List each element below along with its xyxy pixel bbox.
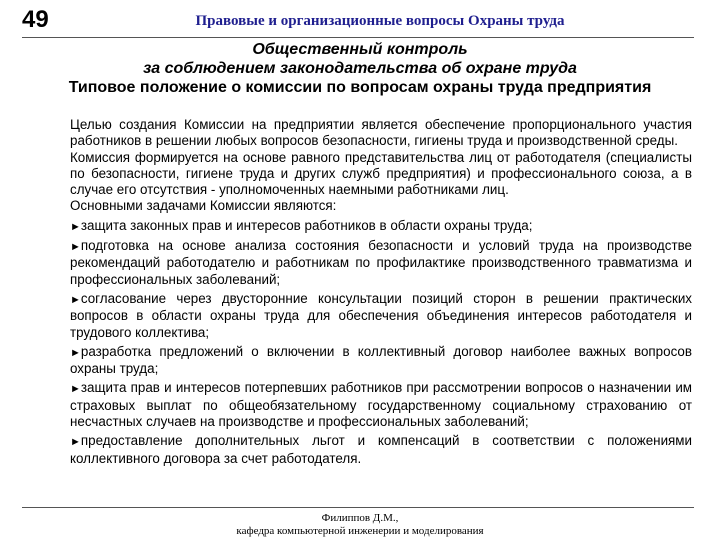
paragraph-goal: Целью создания Комиссии на предприятии является обеспечение пропорционального участия работников в решении любых вопросов безопасности, гигиены труда и производственной среды. — [70, 117, 692, 149]
title-line-3: Типовое положение о комиссии по вопросам охраны труда предприятия — [68, 79, 652, 96]
list-item — [70, 433, 692, 467]
footer-divider — [22, 507, 694, 508]
list-item — [70, 380, 692, 430]
title-line-1: Общественный контроль — [252, 41, 468, 58]
list-item-text: защита законных прав и интересов работников в области охраны труда; — [80, 217, 533, 233]
bullet-icon: ► — [70, 346, 81, 359]
bullet-icon: ► — [70, 220, 81, 233]
bullet-icon: ► — [70, 293, 81, 306]
bullet-icon: ► — [70, 241, 81, 254]
header-title: Правовые и организационные вопросы Охраны труда — [195, 13, 565, 29]
list-item — [70, 238, 692, 288]
header-divider — [22, 37, 694, 38]
slide-number: 49 — [22, 6, 49, 33]
list-item — [70, 291, 692, 341]
footer-author: Филиппов Д.М., — [321, 512, 399, 524]
title-line-2: за соблюдением законодательства об охране труда — [143, 60, 577, 77]
list-item — [70, 344, 692, 378]
bullet-icon: ► — [70, 383, 81, 396]
list-item-text: защита прав и интересов потерпевших работников при рассмотрении вопросов о назначении им страховых выплат по общеобязательному государственному социальному страхованию от несчастных случаев на производстве и профессиональных заболеваний; — [70, 380, 692, 430]
paragraph-tasks-intro: Основными задачами Комиссии являются: — [70, 198, 337, 214]
bullet-icon: ► — [70, 436, 81, 449]
list-item-text: подготовка на основе анализа состояния безопасности и условий труда на производстве рекомендаций работодателю и работникам по профилактике производственного травматизма и профессиональных заболеваний; — [70, 238, 692, 287]
main-title — [60, 40, 660, 97]
list-item-text: предоставление дополнительных льгот и компенсаций в соответствии с положениями коллективного договора за счет работодателя. — [70, 433, 692, 466]
body-text — [70, 117, 692, 467]
paragraph-composition: Комиссия формируется на основе равного представительства лиц от работодателя (специалисты по безопасности, гигиене труда и других служб предприятия) и профессионального союза, а в случае его отсутствия - уполномоченных наемными работниками лиц. — [70, 149, 692, 198]
list-item-text: разработка предложений о включении в коллективный договор наиболее важных вопросов охраны труда; — [70, 343, 692, 377]
footer — [160, 512, 560, 538]
list-item-text: согласование через двусторонние консультации позиций сторон в решении практических вопросов в области охраны труда для обеспечения объединения интересов работодателя и трудового коллектива; — [70, 290, 692, 340]
footer-department: кафедра компьютерной инженерии и моделирования — [236, 525, 484, 537]
list-item — [70, 218, 692, 235]
